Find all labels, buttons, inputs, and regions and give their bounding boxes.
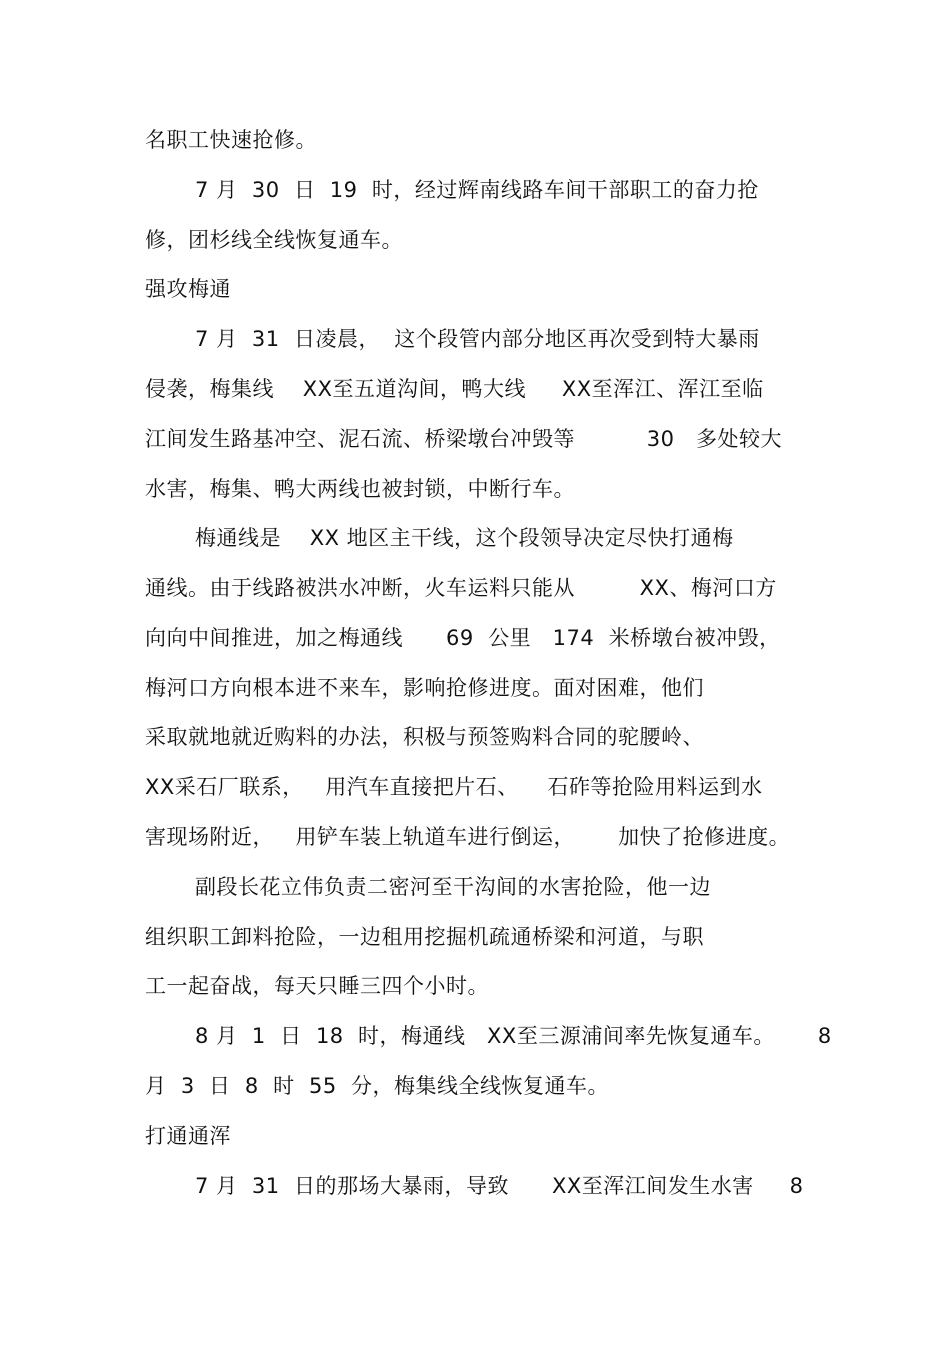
text-line: 组织职工卸料抢险，一边租用挖掘机疏通桥梁和河道，与职 bbox=[145, 925, 704, 949]
section-heading: 强攻梅通 bbox=[145, 277, 231, 301]
text-line: 江间发生路基冲空、泥石流、桥梁墩台冲毁等 30 多处较大 bbox=[145, 427, 782, 451]
text-line: 通线。由于线路被洪水冲断，火车运料只能从 XX、梅河口方 bbox=[145, 576, 777, 600]
text-line: 采取就地就近购料的办法，积极与预签购料合同的驼腰岭、 bbox=[145, 725, 704, 749]
text-line: 水害，梅集、鸭大两线也被封锁，中断行车。 bbox=[145, 477, 575, 501]
paragraph-start: 副段长花立伟负责二密河至干沟间的水害抢险，他一边 bbox=[195, 875, 711, 899]
paragraph-start: 8 月 1 日 18 时，梅通线 XX至三源浦间率先恢复通车。 8 bbox=[195, 1024, 832, 1048]
text-line: 害现场附近， 用铲车装上轨道车进行倒运， 加快了抢修进度。 bbox=[145, 825, 791, 849]
text-line: 工一起奋战，每天只睡三四个小时。 bbox=[145, 974, 489, 998]
text-line: 侵袭，梅集线 XX至五道沟间，鸭大线 XX至浑江、浑江至临 bbox=[145, 377, 764, 401]
paragraph-start: 7 月 30 日 19 时，经过辉南线路车间干部职工的奋力抢 bbox=[195, 178, 759, 202]
text-line: 名职工快速抢修。 bbox=[145, 128, 317, 152]
text-line: 梅河口方向根本进不来车，影响抢修进度。面对困难，他们 bbox=[145, 676, 704, 700]
text-line: 修，团杉线全线恢复通车。 bbox=[145, 228, 403, 252]
text-line: 向向中间推进，加之梅通线 69 公里 174 米桥墩台被冲毁， bbox=[145, 626, 781, 650]
paragraph-start: 7 月 31 日凌晨， 这个段管内部分地区再次受到特大暴雨 bbox=[195, 327, 760, 351]
paragraph-start: 梅通线是 XX 地区主干线，这个段领导决定尽快打通梅 bbox=[195, 526, 734, 550]
text-line: XX采石厂联系， 用汽车直接把片石、 石砟等抢险用料运到水 bbox=[145, 775, 763, 799]
text-line: 月 3 日 8 时 55 分，梅集线全线恢复通车。 bbox=[145, 1074, 610, 1098]
section-heading: 打通通浑 bbox=[145, 1124, 231, 1148]
paragraph-start: 7 月 31 日的那场大暴雨，导致 XX至浑江间发生水害 8 bbox=[195, 1174, 804, 1198]
